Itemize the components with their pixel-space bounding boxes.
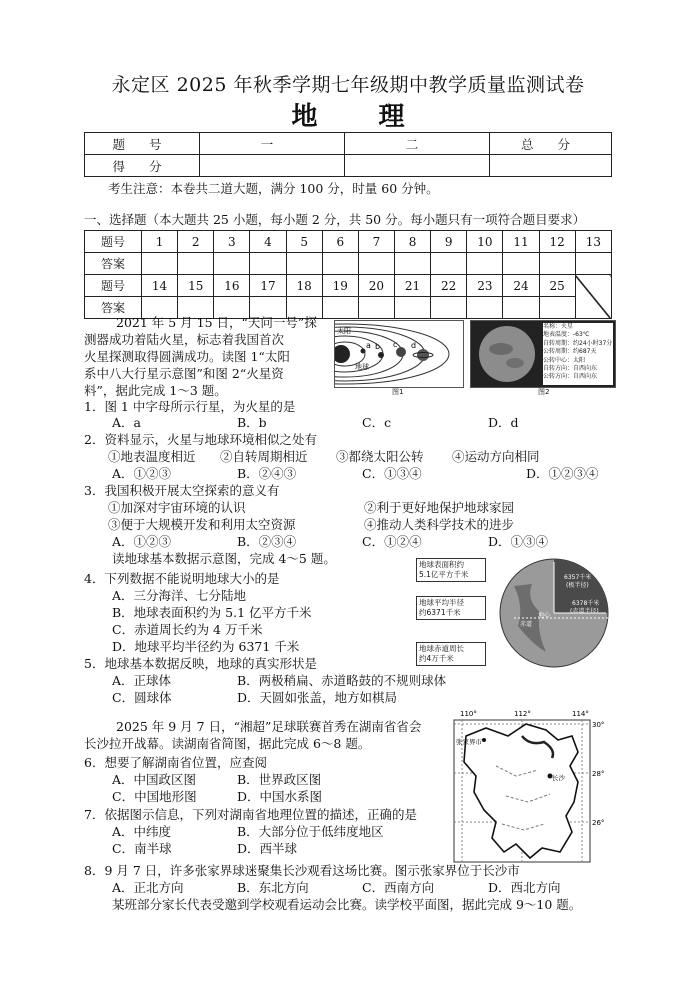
option[interactable]: B．②④③ xyxy=(237,466,297,481)
option[interactable]: D．天圆如张盖，地方如棋局 xyxy=(237,690,398,705)
question-number-cell: 9 xyxy=(431,231,467,253)
option[interactable]: B．地球表面积约为 5.1 亿平方千米 xyxy=(112,605,312,620)
answer-cell[interactable] xyxy=(286,253,322,275)
intro-line: 读地球基本数据示意图，完成 4～5 题。 xyxy=(112,551,336,566)
answer-cell[interactable] xyxy=(467,253,503,275)
option[interactable]: A．a xyxy=(112,415,141,430)
question-number-cell: 12 xyxy=(539,231,575,253)
question-number-cell: 16 xyxy=(214,275,250,297)
option[interactable]: B．②③④ xyxy=(237,534,297,549)
planet-letter: b xyxy=(375,342,381,351)
statement-item: ①地表温度相近 xyxy=(108,449,196,464)
answer-cell[interactable] xyxy=(394,253,430,275)
equator-label: 赤道 xyxy=(520,621,533,628)
equatorial-radius-note: (赤道半径) xyxy=(570,608,599,615)
question-number-cell: 18 xyxy=(286,275,322,297)
equatorial-radius-label: 6378千米 xyxy=(572,600,600,607)
polar-radius-note: (极半径) xyxy=(566,582,589,589)
grid-label: 题号 xyxy=(85,231,142,253)
answer-cell[interactable] xyxy=(503,253,539,275)
mars-info-line: 公转中心：太阳 xyxy=(543,356,586,364)
question-stem: 8．9 月 7 日，许多张家界球迷聚集长沙观看这场比赛。图示张家界位于长沙市 xyxy=(84,863,520,878)
question-stem: 1．图 1 中字母所示行星，为火星的是 xyxy=(84,399,296,414)
question-stem: 7．依据图示信息，下列对湖南省地理位置的描述，正确的是 xyxy=(84,807,417,822)
question-number-cell: 1 xyxy=(142,231,178,253)
question-stem: 5．地球基本数据反映，地球的真实形状是 xyxy=(84,656,317,671)
intro-line: 火星探测取得圆满成功。读图 1“太阳 xyxy=(84,349,290,364)
mars-info-line: 名称：火星 xyxy=(543,323,574,330)
option[interactable]: D．西北方向 xyxy=(488,880,561,895)
question-number-cell: 5 xyxy=(286,231,322,253)
statement-item: ③都绕太阳公转 xyxy=(336,449,424,464)
intro-line: 系中八大行星示意图”和图 2“火星资 xyxy=(84,366,284,381)
score-cell[interactable] xyxy=(200,155,345,177)
question-number-cell: 8 xyxy=(394,231,430,253)
intro-line: 某班部分家长代表受邀到学校观看运动会比赛。读学校平面图，据此完成 9～10 题。 xyxy=(112,897,582,912)
figure-caption: 图1 xyxy=(392,388,404,396)
question-stem: 6．想要了解湖南省位置，应查阅 xyxy=(84,755,267,770)
mean-radius-callout: 地球平均半径 约6371千米 xyxy=(416,596,486,620)
statement-item: ③便于大规模开发和利用太空资源 xyxy=(108,517,296,532)
statement-item: ②自转周期相近 xyxy=(220,449,308,464)
sun-icon xyxy=(335,345,350,363)
intro-line: 2021 年 5 月 15 日，“天问一号”探 xyxy=(116,315,317,330)
question-number-cell: 23 xyxy=(467,275,503,297)
question-number-cell: 25 xyxy=(539,275,575,297)
city-label: 长沙 xyxy=(552,774,565,782)
mars-info-line: 地表温度：-63℃ xyxy=(543,331,590,339)
polar-radius-label: 6357千米 xyxy=(564,574,592,581)
question-number-cell: 13 xyxy=(575,231,611,253)
option[interactable]: D．地球平均半径约为 6371 千米 xyxy=(112,639,300,654)
score-row-label: 得 分 xyxy=(85,155,200,177)
option[interactable]: C．中国地形图 xyxy=(112,789,197,804)
hunan-map xyxy=(446,706,612,866)
question-number-cell: 7 xyxy=(358,231,394,253)
answer-cell[interactable] xyxy=(539,297,575,319)
answer-cell[interactable] xyxy=(467,297,503,319)
question-number-cell: 4 xyxy=(250,231,286,253)
earth-data-figure xyxy=(414,556,614,670)
mars-info-line: 公转方向：自西向东 xyxy=(543,373,598,381)
option[interactable]: A．正北方向 xyxy=(112,880,184,895)
figure-caption: 图2 xyxy=(538,388,550,396)
city-label: 张家界市 xyxy=(456,738,482,746)
answer-cell[interactable] xyxy=(214,253,250,275)
question-number-cell: 3 xyxy=(214,231,250,253)
answer-cell[interactable] xyxy=(539,253,575,275)
intro-line: 2025 年 9 月 7 日，“湘超”足球联赛首秀在湖南省省会 xyxy=(116,719,422,734)
planet-letter: d xyxy=(411,341,417,350)
option[interactable]: B．东北方向 xyxy=(237,880,309,895)
latitude-label: 30° xyxy=(592,721,605,729)
option[interactable]: C．①②④ xyxy=(362,534,422,549)
score-cell[interactable] xyxy=(345,155,490,177)
option[interactable]: D．①③④ xyxy=(488,534,549,549)
answer-cell[interactable] xyxy=(431,253,467,275)
intro-line: 长沙拉开战幕。读湖南省简图，据此完成 6～8 题。 xyxy=(84,736,371,751)
latitude-label: 28° xyxy=(592,770,605,778)
answer-cell[interactable] xyxy=(575,253,611,275)
question-number-cell: 21 xyxy=(394,275,430,297)
mars-info-panel xyxy=(543,323,613,385)
hunan-map-figure xyxy=(446,706,612,866)
longitude-label: 112° xyxy=(514,710,531,718)
longitude-label: 114° xyxy=(572,710,589,718)
answer-cell[interactable] xyxy=(322,253,358,275)
statement-item: ①加深对宇宙环境的认识 xyxy=(108,500,246,515)
exam-title: 永定区 2025 年秋季学期七年级期中教学质量监测试卷 xyxy=(111,74,585,96)
option[interactable]: C．西南方向 xyxy=(362,880,435,895)
empty-diagonal-cell xyxy=(575,275,611,319)
answer-cell[interactable] xyxy=(358,297,394,319)
answer-cell[interactable] xyxy=(178,253,214,275)
option[interactable]: A．①②③ xyxy=(112,534,172,549)
exam-notice: 考生注意：本卷共二道大题，满分 100 分，时量 60 分钟。 xyxy=(108,181,439,196)
option[interactable]: D．西半球 xyxy=(237,841,298,856)
answer-cell[interactable] xyxy=(322,297,358,319)
intro-line: 料”，据此完成 1～3 题。 xyxy=(84,383,227,398)
option[interactable]: C．圆球体 xyxy=(112,690,172,705)
answer-cell[interactable] xyxy=(394,297,430,319)
grid-label: 答案 xyxy=(85,297,142,319)
grid-label: 题号 xyxy=(85,275,142,297)
option[interactable]: A．①②③ xyxy=(112,466,172,481)
answer-cell[interactable] xyxy=(250,253,286,275)
surface-area-callout: 地球表面积约 5.1亿平方千米 xyxy=(416,558,486,582)
option[interactable]: D．d xyxy=(488,415,519,430)
option[interactable]: C．南半球 xyxy=(112,841,172,856)
planet-letter: a xyxy=(366,341,371,350)
option[interactable]: C．赤道周长约为 4 万千米 xyxy=(112,622,263,637)
mars-image xyxy=(471,321,545,387)
question-number-cell: 20 xyxy=(358,275,394,297)
sun-label: 太阳 xyxy=(337,327,351,335)
answer-grid xyxy=(84,230,612,319)
option[interactable]: C．①③④ xyxy=(362,466,422,481)
question-number-cell: 17 xyxy=(250,275,286,297)
answer-cell[interactable] xyxy=(431,297,467,319)
question-number-cell: 11 xyxy=(503,231,539,253)
option[interactable]: D．①②③④ xyxy=(526,466,599,481)
subject-title: 地 理 xyxy=(291,102,431,132)
statement-item: ②利于更好地保护地球家园 xyxy=(364,500,515,515)
mars-info-line: 自转方向：自西向东 xyxy=(543,365,598,373)
score-header-cell: 二 xyxy=(345,133,490,155)
option[interactable]: C．c xyxy=(362,415,392,430)
earth-center-label: 地心 xyxy=(538,612,551,619)
score-cell[interactable] xyxy=(490,155,612,177)
statement-item: ④推动人类科学技术的进步 xyxy=(364,517,515,532)
option[interactable]: B．大部分位于低纬度地区 xyxy=(237,824,384,839)
score-header-cell: 总 分 xyxy=(490,133,612,155)
option[interactable]: A．中纬度 xyxy=(112,824,172,839)
question-number-cell: 24 xyxy=(503,275,539,297)
circumference-callout: 地球赤道周长 约4万千米 xyxy=(416,642,486,666)
question-stem: 3．我国积极开展太空探索的意义有 xyxy=(84,483,280,498)
mars-figure xyxy=(470,320,616,388)
option[interactable]: B．世界政区图 xyxy=(237,772,322,787)
solar-system-diagram xyxy=(335,321,463,387)
intro-line: 测器成功着陆火星，标志着我国首次 xyxy=(84,332,285,347)
mars-info-line: 自转周期：约24小时37分 xyxy=(543,339,613,347)
planet-letter: c xyxy=(393,340,398,349)
answer-cell[interactable] xyxy=(358,253,394,275)
question-stem: 4．下列数据不能说明地球大小的是 xyxy=(84,571,280,586)
section-heading: 一、选择题（本大题共 25 小题，每小题 2 分，共 50 分。每小题只有一项符合题目要求） xyxy=(84,212,586,227)
question-number-cell: 6 xyxy=(322,231,358,253)
latitude-label: 26° xyxy=(592,819,605,827)
question-stem: 2．资料显示，火星与地球环境相似之处有 xyxy=(84,432,317,447)
statement-item: ④运动方向相同 xyxy=(452,449,540,464)
question-number-cell: 19 xyxy=(322,275,358,297)
option[interactable]: A．三分海洋、七分陆地 xyxy=(112,588,247,603)
option[interactable]: B．两极稍扁、赤道略鼓的不规则球体 xyxy=(237,673,447,688)
score-header-cell: 题 号 xyxy=(85,133,200,155)
question-number-cell: 10 xyxy=(467,231,503,253)
answer-cell[interactable] xyxy=(142,253,178,275)
mars-info-line: 公转周期：约687天 xyxy=(543,348,597,356)
option[interactable]: D．中国水系图 xyxy=(237,789,323,804)
option[interactable]: B．b xyxy=(237,415,267,430)
solar-system-figure xyxy=(334,320,464,388)
question-number-cell: 2 xyxy=(178,231,214,253)
question-number-cell: 14 xyxy=(142,275,178,297)
question-number-cell: 22 xyxy=(431,275,467,297)
option[interactable]: A．中国政区图 xyxy=(112,772,197,787)
option[interactable]: A．正球体 xyxy=(112,673,172,688)
longitude-label: 110° xyxy=(460,710,477,718)
score-table xyxy=(84,132,612,177)
grid-label: 答案 xyxy=(85,253,142,275)
earth-label: 地球 xyxy=(355,363,369,371)
question-number-cell: 15 xyxy=(178,275,214,297)
score-header-cell: 一 xyxy=(200,133,345,155)
answer-cell[interactable] xyxy=(503,297,539,319)
